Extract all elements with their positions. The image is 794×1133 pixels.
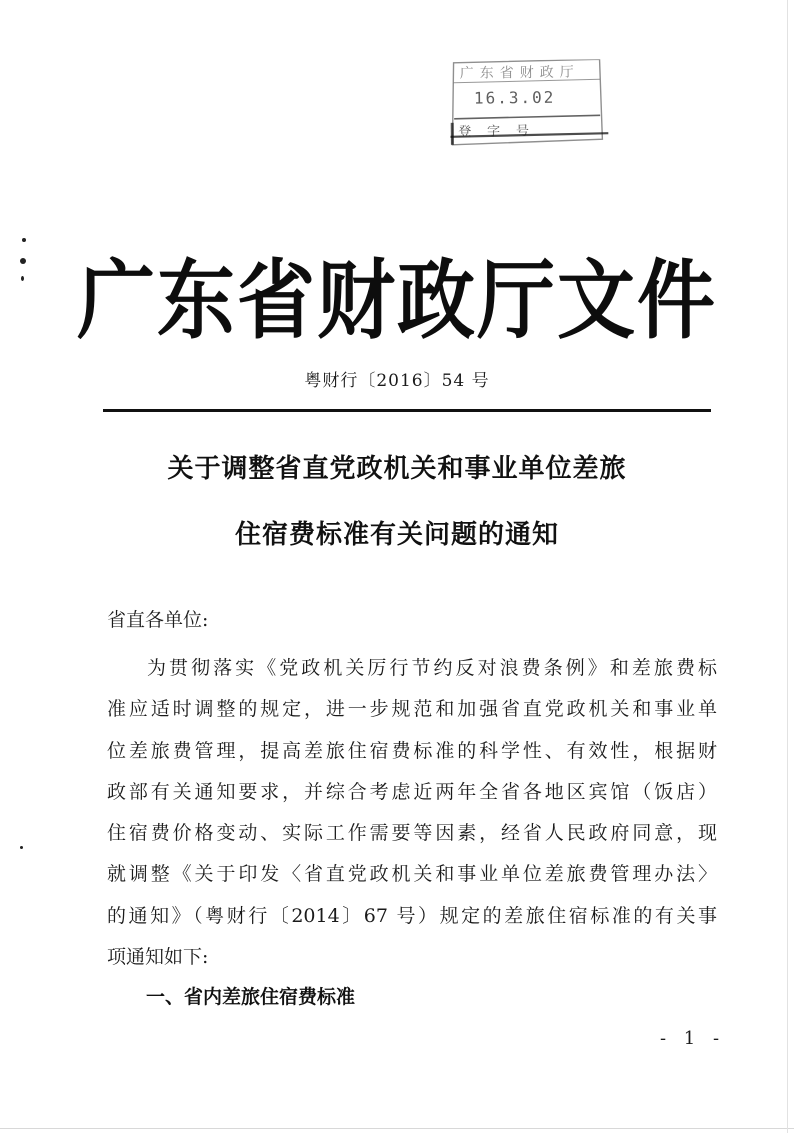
document-number: 粤财行〔2016〕54 号	[304, 371, 490, 391]
subject-line-1: 关于调整省直党政机关和事业单位差旅	[167, 454, 627, 484]
scan-edge-right	[787, 0, 788, 1133]
stamp-org-text: 广东省财政厅	[459, 64, 580, 82]
page-number: - 1 -	[660, 1028, 726, 1049]
subject-line-2: 住宿费标准有关问题的通知	[234, 520, 559, 550]
paragraph-line: 就调整《关于印发〈省直党政机关和事业单位差旅费管理办法〉	[107, 863, 717, 886]
paragraph-line: 项通知如下:	[107, 946, 209, 969]
paragraph-line: 位差旅费管理，提高差旅住宿费标准的科学性、有效性，根据财	[107, 739, 717, 762]
stamp-register-text: 登 字 号	[458, 123, 534, 140]
section-heading: 一、省内差旅住宿费标准	[146, 986, 356, 1008]
paragraph-line: 住宿费价格变动、实际工作需要等因素，经省人民政府同意，现	[107, 822, 717, 845]
document-title: 广东省财政厅文件	[76, 251, 717, 351]
paragraph-line: 准应适时调整的规定，进一步规范和加强省直党政机关和事业单	[107, 698, 717, 721]
receipt-stamp	[450, 59, 611, 147]
paragraph-line: 政部有关通知要求，并综合考虑近两年全省各地区宾馆（饭店）	[107, 780, 717, 803]
scan-edge-bottom	[0, 1128, 794, 1129]
stamp-date-text: 16.3.02	[473, 87, 556, 108]
salutation: 省直各单位:	[107, 609, 209, 631]
paragraph-line: 的通知》（粤财行〔2014〕67 号）规定的差旅住宿标准的有关事	[107, 904, 717, 927]
scan-speck	[20, 846, 23, 849]
header-divider	[103, 409, 711, 412]
body-paragraph	[107, 648, 717, 978]
paragraph-line: 为贯彻落实《党政机关厉行节约反对浪费条例》和差旅费标	[147, 657, 717, 679]
